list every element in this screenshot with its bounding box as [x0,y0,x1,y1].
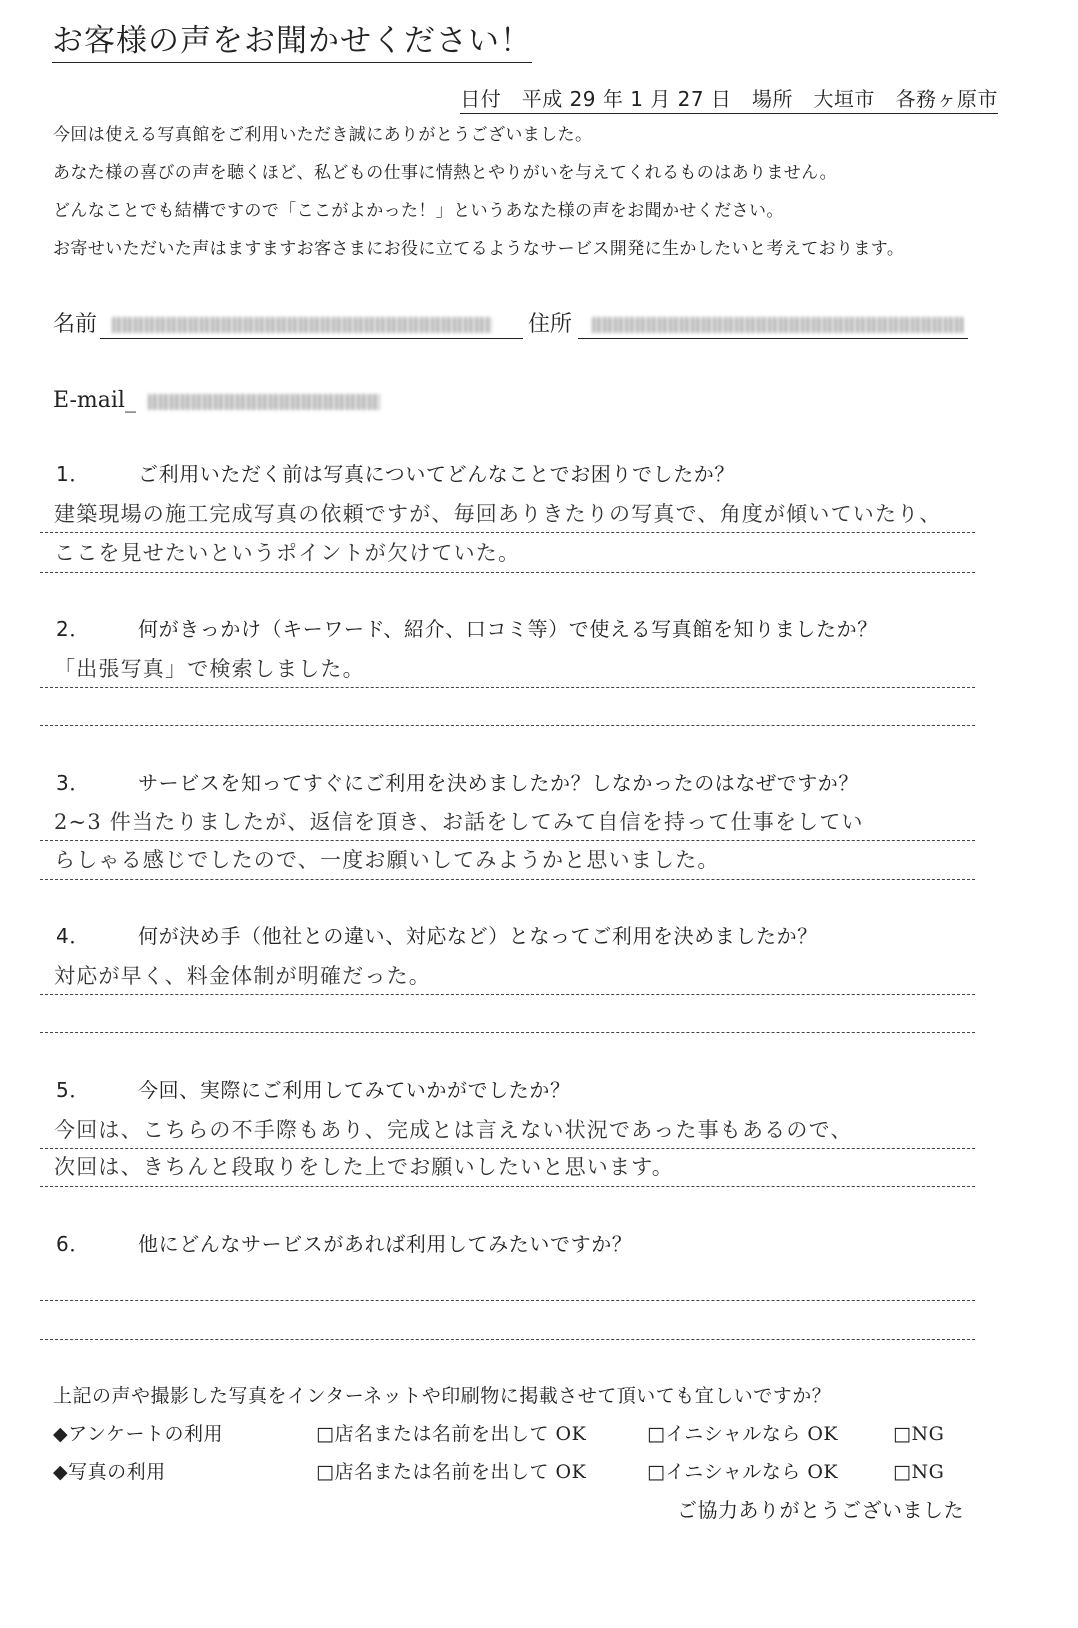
question-2 [56,615,878,643]
question-text: 他にどんなサービスがあれば利用してみたいですか？ [138,1232,633,1256]
survey-option-initial-ok-checkbox[interactable]: □イニシャルなら OK [647,1423,839,1445]
question-text: ご利用いただく前は写真についてどんなことでお困りでしたか？ [138,462,735,486]
answer-5-line-2: 次回は、きちんと段取りをした上でお願いしたいと思います。 [54,1155,674,1179]
email-label: E-mail_ [53,388,136,413]
name-label: 名前 [53,312,98,337]
question-1 [56,460,735,488]
intro-line-4: お寄せいただいた声はますますお客さまにお役に立てるようなサービス開発に生かしたいと考えております。 [53,239,905,259]
answer-line [40,840,975,841]
survey-option-name-ok-checkbox[interactable]: □店名または名前を出して OK [316,1423,587,1445]
answer-2-line-1: 「出張写真」で検索しました。 [54,657,365,681]
intro-line-3: どんなことでも結構ですので「ここがよかった！」というあなた様の声をお聞かせください。 [53,201,784,221]
answer-line [40,1339,975,1340]
survey-option-ng-checkbox[interactable]: □NG [893,1423,945,1445]
answer-4-line-1: 対応が早く、料金体制が明確だった。 [54,964,431,988]
answer-line [40,1032,975,1033]
answer-line [40,725,975,726]
consent-row-photo-label: ◆写真の利用 [53,1461,166,1483]
question-text: 何が決め手（他社との違い、対応など）となってご利用を決めましたか？ [138,924,818,948]
answer-3-line-2: らしゃる感じでしたので、一度お願いしてみようかと思いました。 [54,848,720,872]
answer-1-line-2: ここを見せたいというポイントが欠けていた。 [54,541,521,565]
question-number: 1． [56,462,90,486]
question-text: 何がきっかけ（キーワード、紹介、口コミ等）で使える写真館を知りましたか？ [138,617,878,641]
date-location-line: 日付 平成 29 年 1 月 27 日 場所 大垣市 各務ヶ原市 [460,86,998,114]
page-title: お客様の声をお聞かせください！ [52,22,532,63]
address-redacted [592,317,964,333]
intro-line-1: 今回は使える写真館をご利用いただき誠にありがとうございました。 [53,125,593,145]
photo-option-name-ok-checkbox[interactable]: □店名または名前を出して OK [316,1461,587,1483]
answer-3-line-1: 2~3 件当たりましたが、返信を頂き、お話をしてみて自信を持って仕事をしてい [54,810,864,834]
question-number: 6． [56,1232,90,1256]
question-number: 4． [56,924,90,948]
consent-question: 上記の声や撮影した写真をインターネットや印刷物に掲載させて頂いても宜しいですか？ [53,1385,832,1407]
question-number: 5． [56,1078,90,1102]
intro-line-2: あなた様の喜びの声を聴くほど、私どもの仕事に情熱とやりがいを与えてくれるものはありません。 [53,163,838,183]
question-6 [56,1230,632,1258]
answer-line [40,572,975,573]
thanks-message: ご協力ありがとうございました [677,1498,964,1522]
consent-row-survey-label: ◆アンケートの利用 [53,1423,223,1445]
question-text: 今回、実際にご利用してみていかがでしたか？ [138,1078,571,1102]
name-redacted [112,317,492,333]
email-redacted [148,394,380,410]
question-3 [56,769,859,797]
answer-1-line-1: 建築現場の施工完成写真の依頼ですが、毎回ありきたりの写真で、角度が傾いていたり、 [54,502,942,526]
photo-option-ng-checkbox[interactable]: □NG [893,1461,945,1483]
answer-line [40,687,975,688]
answer-5-line-1: 今回は、こちらの不手際もあり、完成とは言えない状況であった事もあるので、 [54,1118,853,1142]
answer-line [40,1300,975,1301]
photo-option-initial-ok-checkbox[interactable]: □イニシャルなら OK [647,1461,839,1483]
name-underline [100,338,523,339]
question-number: 2． [56,617,90,641]
question-text: サービスを知ってすぐにご利用を決めましたか？しなかったのはなぜですか？ [138,771,859,795]
question-4 [56,922,818,950]
answer-line [40,1148,975,1149]
answer-line [40,879,975,880]
question-5 [56,1076,571,1104]
answer-line [40,994,975,995]
answer-line [40,1186,975,1187]
address-label: 住所 [528,312,573,337]
question-number: 3． [56,771,90,795]
address-underline [578,338,968,339]
answer-line [40,532,975,533]
